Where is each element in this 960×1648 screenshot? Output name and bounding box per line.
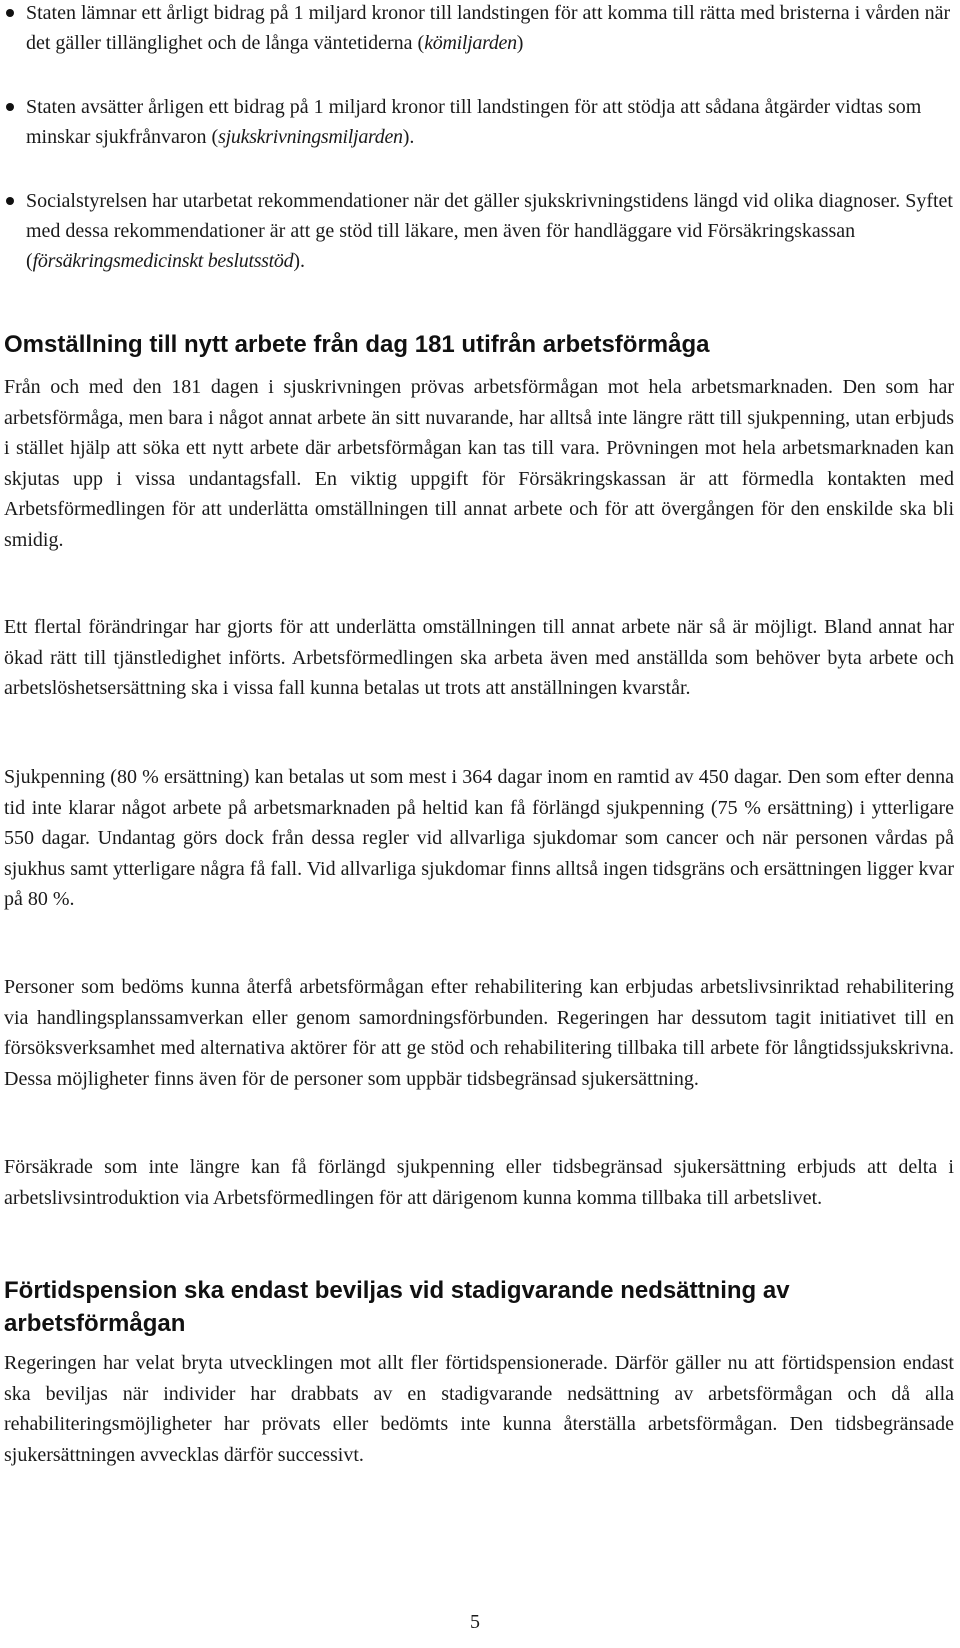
paragraph-fortidspension: Regeringen har velat bryta utvecklingen mot allt fler förtidspensionerade. Därför gäller nu att förtidspension endast ska beviljas när individer har drabbats av en stadigvarande nedsättning av arbetsförmågan och då alla rehabiliteringsmöjligheter har prövats eller bedömts inte kunna återställa arbetsförmågan. Den tidsbegränsade sjukersättningen avvecklas därför successivt. xyxy=(4,1352,954,1466)
paragraph-rehabilitering: Personer som bedöms kunna återfå arbetsförmågan efter rehabilitering kan erbjudas arbetslivsinriktad rehabilitering via handlingsplanssamverkan eller genom samordningsförbunden. Regeringen har dessutom tagit initiativet till en försöksverksamhet med alternativa aktörer för att ge stöd och rehabilitering tillbaka till arbete för långtidssjukskrivna. Dessa möjligheter finns även för de personer som uppbär tidsbegränsad sjukersättning. xyxy=(4,976,954,1090)
paragraph-arbetslivsintroduktion: Försäkrade som inte längre kan få förlängd sjukpenning eller tidsbegränsad sjukersättning erbjuds att delta i arbetslivsintroduktion via Arbetsförmedlingen för att därigenom kunna komma tillbaka till arbetslivet. xyxy=(4,1156,954,1209)
bullet-item-beslutsstod xyxy=(26,186,958,276)
bullet-tail: ). xyxy=(402,126,415,148)
paragraph-sjukpenning: Sjukpenning (80 % ersättning) kan betalas ut som mest i 364 dagar inom en ramtid av 450 dagar. Den som efter denna tid inte klarar något arbete på arbetsmarknaden på heltid kan få förlängd sjukpenning (75 % ersättning) i ytterligare 550 dagar. Undantag görs dock från dessa regler vid allvarliga sjukdomar som cancer och när personen vårdas på sjukhus samt ytterligare några få fall. Vid allvarliga sjukdomar finns alltså ingen tidsgräns och ersättningen ligger kvar på 80 %. xyxy=(4,766,954,910)
bullet-item-kommiljarden xyxy=(26,0,958,58)
bullet-text: Staten avsätter årligen ett bidrag på 1 miljard kronor till landstingen för att stödja att sådana åtgärder vidtas som minskar sjukfrånvaron ( xyxy=(26,96,922,148)
section-heading-omstallning: Omställning till nytt arbete från dag 181 utifrån arbetsförmåga xyxy=(4,331,710,358)
bullet-italic-term: kömiljarden xyxy=(424,32,517,54)
bullet-dot-icon xyxy=(6,197,14,205)
bullet-italic-term: försäkringsmedicinskt beslutsstöd xyxy=(32,250,294,272)
bullet-dot-icon xyxy=(6,103,14,111)
paragraph-dag-181: Från och med den 181 dagen i sjuskrivningen prövas arbetsförmågan mot hela arbetsmarknaden. Den som har arbetsförmåga, men bara i något annat arbete än sitt nuvarande, har alltså inte längre rätt till sjukpenning, utan erbjuds i stället hjälp att söka ett nytt arbete där arbetsförmågan kan tas till vara. Prövningen mot hela arbetsmarknaden kan skjutas upp i vissa undantagsfall. En viktig uppgift för Försäkringskassan är att förmedla kontakten med Arbetsförmedlingen för att underlätta omställningen till annat arbete och för att övergången för den enskilde ska bli smidig. xyxy=(4,376,954,551)
bullet-item-sjukskrivningsmiljarden xyxy=(26,92,958,152)
bullet-tail: ). xyxy=(293,250,305,272)
section-heading-fortidspension: Förtidspension ska endast beviljas vid stadigvarande nedsättning av arbetsförmågan xyxy=(4,1277,790,1337)
paragraph-forandringar: Ett flertal förändringar har gjorts för att underlätta omställningen till annat arbete när så är möjligt. Bland annat har ökad rätt till tjänstledighet införts. Arbetsförmedlingen ska arbeta även med anställda som behöver byta arbete och arbetslöshetsersättning ska i vissa fall kunna betalas ut trots att anställningen kvarstår. xyxy=(4,616,954,699)
bullet-text: Socialstyrelsen har utarbetat rekommendationer när det gäller sjukskrivningstidens längd vid olika diagnoser. Syftet med dessa rekommendationer är att ge stöd till läkare, men även för handläggare vid Försäkringskassan ( xyxy=(26,190,953,272)
page-number: 5 xyxy=(470,1611,480,1633)
bullet-tail: ) xyxy=(516,32,524,54)
bullet-dot-icon xyxy=(6,9,14,17)
bullet-italic-term: sjukskrivningsmiljarden xyxy=(218,126,403,148)
bullet-text: Staten lämnar ett årligt bidrag på 1 miljard kronor till landstingen för att komma till rätta med bristerna i vården när det gäller tillänglighet och de långa väntetiderna ( xyxy=(26,2,951,54)
